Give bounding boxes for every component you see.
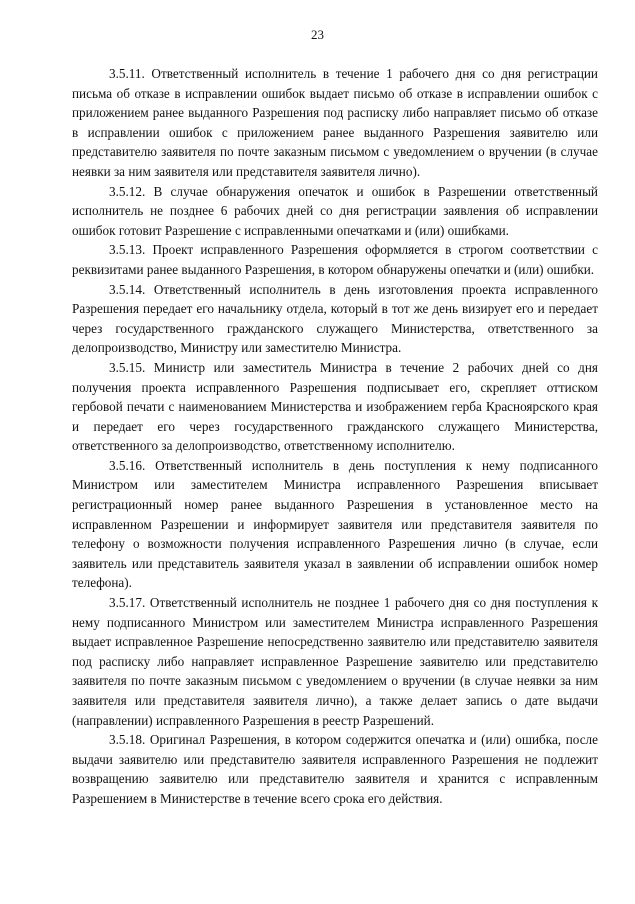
document-body <box>72 64 598 809</box>
paragraph-3-5-16: 3.5.16. Ответственный исполнитель в день поступления к нему подписанного Министром или заместителем Министра исправленного Разрешения вписывает регистрационный номер ранее выданного Разрешения в установленное место на исправленном Разрешении и информирует заявителя или представителя заявителя по телефону о возможности получения исправленного Разрешения лично (в случае, если заявитель или представитель заявителя указал в заявлении об исправлении ошибок номер телефона). <box>72 457 598 591</box>
paragraph-3-5-17: 3.5.17. Ответственный исполнитель не позднее 1 рабочего дня со дня поступления к нему подписанного Министром или заместителем Министра исправленного Разрешения выдает исправленное Разрешение непосредственно заявителю или представителю заявителя под расписку либо направляет исправленное Разрешение заявителю или представителю заявителя по почте заказным письмом с уведомлением о вручении (в случае неявки за ним заявителя или представителя заявителя лично), а также делает запись о дате выдачи (направлении) исправленного Разрешения в реестр Разрешений. <box>72 595 598 728</box>
paragraph-3-5-13: 3.5.13. Проект исправленного Разрешения оформляется в строгом соответствии с реквизитами ранее выданного Разрешения, в котором обнаружены опечатки и (или) ошибки. <box>72 242 598 277</box>
paragraph-3-5-11: 3.5.11. Ответственный исполнитель в течение 1 рабочего дня со дня регистрации письма об отказе в исправлении ошибок выдает письмо об отказе в исправлении ошибок с приложением ранее выданного Разрешения под расписку либо направляет письмо об отказе в исправлении ошибок с приложением ранее выданного Разрешения заявителю или представителю заявителя по почте заказным письмом с уведомлением о вручении (в случае неявки за ним заявителя или представителя заявителя лично). <box>72 66 598 179</box>
paragraph-3-5-15: 3.5.15. Министр или заместитель Министра в течение 2 рабочих дней со дня получения проекта исправленного Разрешения подписывает его, скрепляет оттиском гербовой печати с наименованием Министерства и изображением герба Красноярского края и передает его через государственного гражданского служащего Министерства, ответственного за делопроизводство, ответственному исполнителю. <box>72 359 598 454</box>
paragraph-3-5-12: 3.5.12. В случае обнаружения опечаток и ошибок в Разрешении ответственный исполнитель не позднее 6 рабочих дней со дня регистрации заявления об исправлении ошибок готовит Разрешение с исправленными опечатками и (или) ошибками. <box>72 183 598 238</box>
page-number: 23 <box>311 27 324 42</box>
paragraph-3-5-18: 3.5.18. Оригинал Разрешения, в котором содержится опечатка и (или) ошибка, после выдачи заявителю или представителю заявителя исправленного Разрешения не подлежит возвращению заявителю или представителю заявителя и хранится с исправленным Разрешением в Министерстве в течение всего срока его действия. <box>72 732 598 806</box>
paragraph-3-5-14: 3.5.14. Ответственный исполнитель в день изготовления проекта исправленного Разрешения передает его начальнику отдела, который в тот же день визирует его и передает через государственного гражданского служащего Министерства, ответственного за делопроизводство, Министру или заместителю Министра. <box>72 281 598 356</box>
